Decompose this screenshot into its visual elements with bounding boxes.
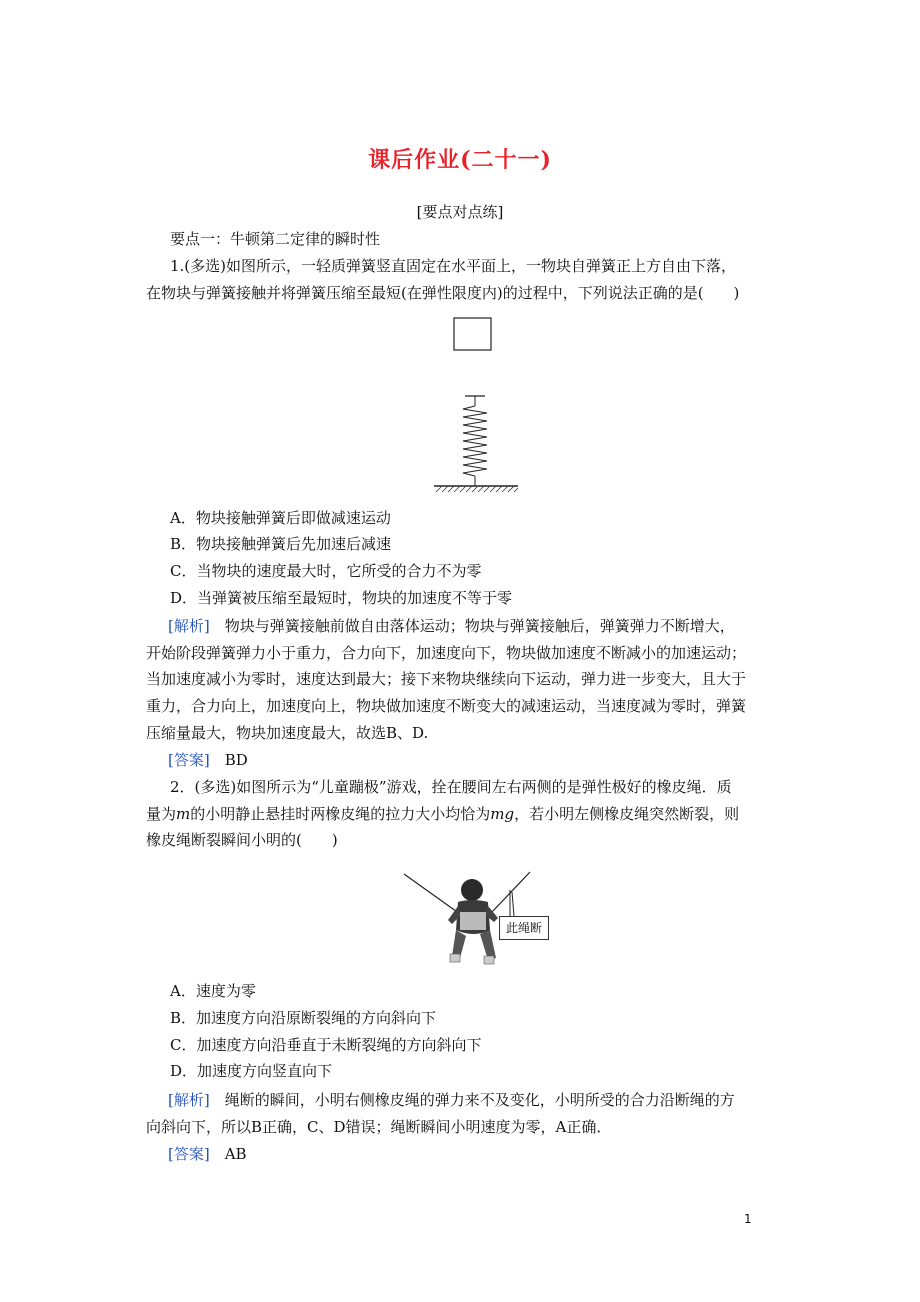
page-title: 课后作业(二十一) (368, 147, 552, 173)
q1-analysis-line-4: 重力，合力向上，加速度向上，物块做加速度不断变大的减速运动，当速度减为零时，弹簧 (146, 697, 747, 715)
key-point-heading: 要点一：牛顿第二定律的瞬时性 (170, 230, 381, 248)
q2-answer: [答案] AB (168, 1145, 247, 1163)
q2-stem-line-3: 橡皮绳断裂瞬间小明的( ) (146, 831, 338, 849)
q2-stem-line-2: 量为m的小明静止悬挂时两橡皮绳的拉力大小均恰为mg，若小明左侧橡皮绳突然断裂，则 (146, 805, 740, 823)
q2-option-b: B．加速度方向沿原断裂绳的方向斜向下 (170, 1009, 437, 1027)
spring-figure (430, 314, 522, 496)
section-heading: [要点对点练] (416, 203, 504, 221)
answer-tag: [答案] (168, 751, 210, 769)
left-rope (404, 874, 460, 914)
q1-option-a: A．物块接触弹簧后即做减速运动 (170, 509, 391, 527)
q1-stem-line-1: 1.(多选)如图所示，一轻质弹簧竖直固定在水平面上，一物块自弹簧正上方自由下落， (170, 257, 737, 275)
q1-option-d: D．当弹簧被压缩至最短时，物块的加速度不等于零 (170, 589, 513, 607)
q1-analysis-line-3: 当加速度减小为零时，速度达到最大；接下来物块继续向下运动，弹力进一步变大，且大于 (146, 670, 747, 688)
right-rope (492, 872, 530, 912)
q1-option-b: B．物块接触弹簧后先加速后减速 (170, 535, 392, 553)
q2-analysis-line-1: [解析] 绳断的瞬间，小明右侧橡皮绳的弹力来不及变化，小明所受的合力沿断绳的方 (168, 1091, 735, 1109)
spring-coil (463, 406, 487, 476)
q1-option-c: C．当物块的速度最大时，它所受的合力不为零 (170, 562, 482, 580)
q1-analysis-line-1: [解析] 物块与弹簧接触前做自由落体运动；物块与弹簧接触后，弹簧弹力不断增大， (168, 617, 735, 635)
q2-stem-line-1: 2．(多选)如图所示为“儿童蹦极”游戏，拴在腰间左右两侧的是弹性极好的橡皮绳．质 (170, 778, 732, 796)
child-head (461, 879, 483, 901)
q2-option-c: C．加速度方向沿垂直于未断裂绳的方向斜向下 (170, 1036, 482, 1054)
block-square (454, 318, 491, 350)
figure-label-rope-broken: 此绳断 (499, 916, 549, 940)
q1-analysis-line-5: 压缩量最大，物块加速度最大，故选B、D. (146, 724, 429, 742)
q1-analysis-line-2: 开始阶段弹簧弹力小于重力，合力向下，加速度向下，物块做加速度不断减小的加速运动； (146, 644, 747, 662)
q2-option-d: D．加速度方向竖直向下 (170, 1062, 333, 1080)
page-number: 1 (744, 1212, 752, 1226)
answer-tag: [答案] (168, 1145, 210, 1163)
q1-answer: [答案] BD (168, 751, 248, 769)
q1-stem-line-2: 在物块与弹簧接触并将弹簧压缩至最短(在弹性限度内)的过程中，下列说法正确的是( ) (146, 284, 740, 302)
analysis-tag: [解析] (168, 1091, 210, 1109)
q2-analysis-line-2: 向斜向下，所以B正确，C、D错误；绳断瞬间小明速度为零，A正确． (146, 1118, 612, 1136)
q2-option-a: A．速度为零 (170, 982, 256, 1000)
analysis-tag: [解析] (168, 617, 210, 635)
